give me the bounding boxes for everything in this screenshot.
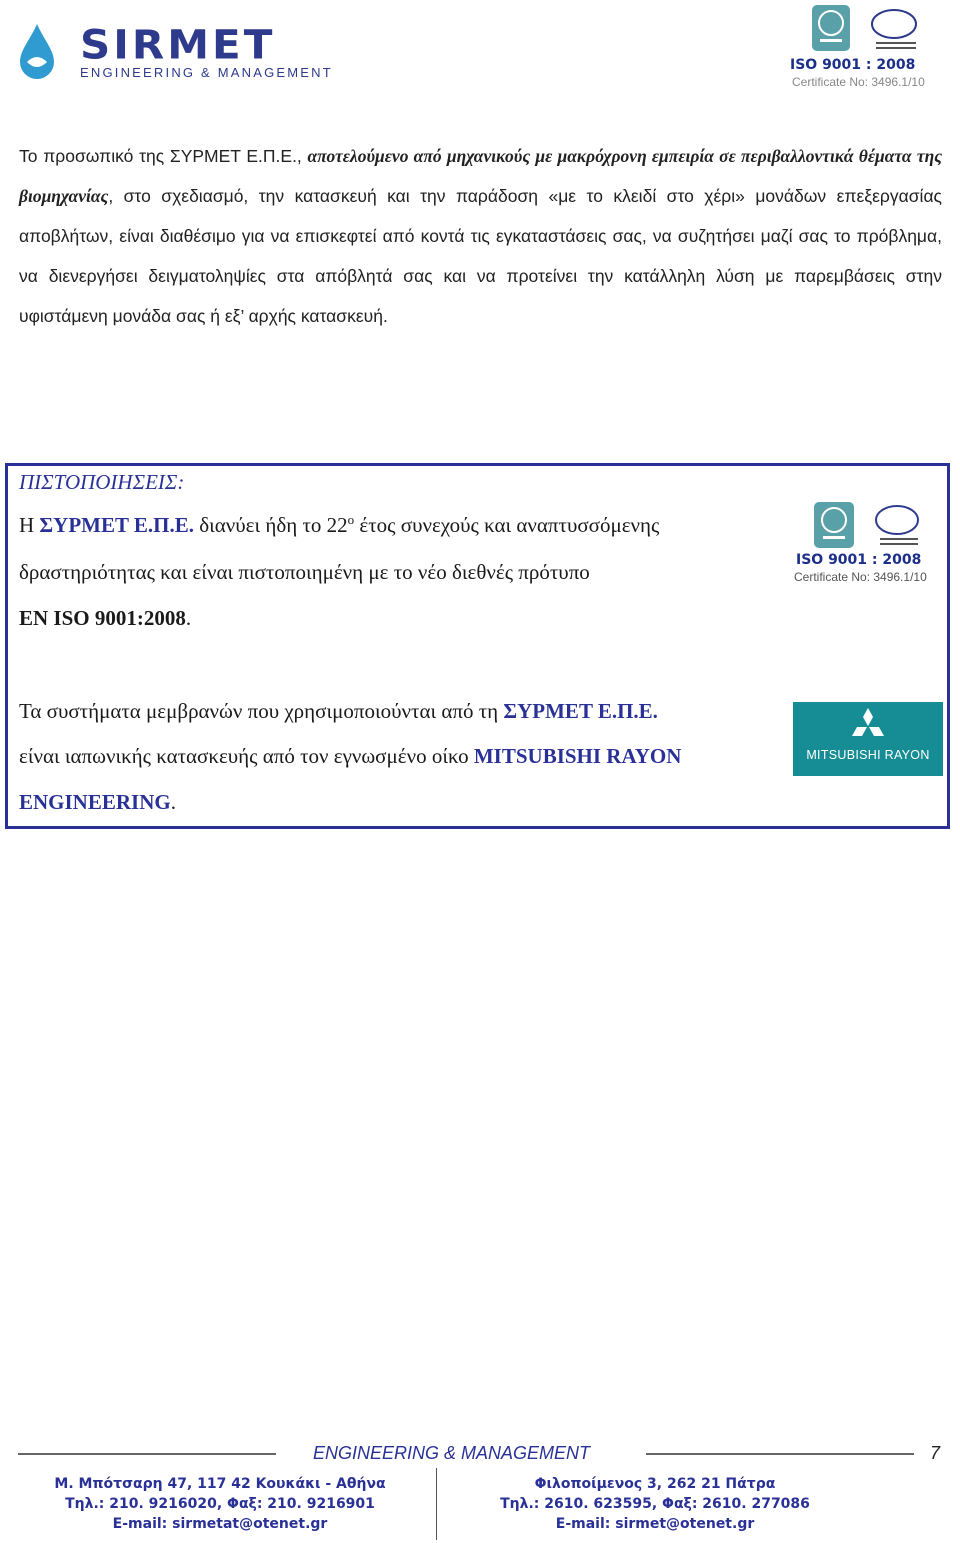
footer-divider: [436, 1468, 437, 1540]
membranes-text: είναι ιαπωνικής κατασκευής από τον εγνωσμένο οίκο: [19, 744, 474, 768]
company-logo: [18, 20, 338, 84]
mitsubishi-rayon-logo: [793, 702, 943, 776]
eqa-logo-icon: [812, 5, 850, 51]
iso-label: ISO 9001 : 2008: [790, 57, 916, 73]
intro-text-start: Το προσωπικό της ΣΥΡΜΕΤ Ε.Π.Ε.,: [19, 146, 308, 166]
cert-line-1: [19, 512, 659, 538]
company-name: ΣΥΡΜΕΤ Ε.Π.Ε.: [39, 513, 194, 537]
footer-athens-office: [30, 1474, 410, 1534]
water-drop-icon: [18, 22, 56, 80]
maker-name-cont: ENGINEERING: [19, 790, 171, 814]
iso-label: ISO 9001 : 2008: [796, 552, 922, 568]
eqa-logo-icon: [814, 502, 854, 548]
patras-address: Φιλοποίμενος 3, 262 21 Πάτρα: [534, 1476, 776, 1492]
athens-phone: Τηλ.: 210. 9216020, Φαξ: 210. 9216901: [65, 1496, 375, 1512]
membranes-end: .: [170, 790, 176, 814]
certificate-number: Certificate No: 3496.1/10: [792, 75, 925, 89]
intro-paragraph: [19, 136, 942, 336]
three-diamonds-icon: [793, 702, 943, 748]
athens-address: Μ. Μπότσαρη 47, 117 42 Κουκάκι - Αθήνα: [54, 1476, 386, 1492]
intro-emphasis: αποτελούμενο από μηχανικούς με μακρόχρονη εμπειρία σε περιβαλλοντικά θέματα της βιομηχανίας: [19, 146, 942, 206]
membranes-prefix: Τα συστήματα μεμβρανών που χρησιμοποιούνται από τη: [19, 699, 504, 723]
mitsubishi-logo-text: MITSUBISHI RAYON: [806, 748, 930, 762]
esyd-logo-icon: [868, 6, 924, 52]
cert-line-2: δραστηριότητας και είναι πιστοποιημένη με το νέο διεθνές πρότυπο: [19, 560, 590, 584]
footer-patras-office: [465, 1474, 845, 1534]
athens-email[interactable]: E-mail: sirmetat@otenet.gr: [112, 1516, 328, 1532]
header-certification: [790, 2, 950, 94]
ordinal-superscript: ο: [347, 512, 355, 527]
membranes-line-1: [19, 699, 658, 724]
footer-title: ENGINEERING & MANAGEMENT: [313, 1443, 591, 1463]
footer-rule-left: [18, 1453, 276, 1455]
membranes-line-3: [19, 790, 176, 815]
cert-line-1-prefix: Η: [19, 513, 40, 537]
esyd-logo-icon: [872, 502, 926, 548]
cert-line-1-suffix: έτος συνεχούς και αναπτυσσόμενης: [354, 513, 660, 537]
iso-standard: EN ISO 9001:2008: [19, 606, 186, 630]
company-name: ΣΥΡΜΕΤ Ε.Π.Ε.: [503, 699, 658, 723]
certification-logo: [792, 500, 944, 588]
cert-line-3-end: .: [185, 606, 192, 630]
cert-line-3: [19, 606, 191, 631]
patras-phone: Τηλ.: 2610. 623595, Φαξ: 2610. 277086: [500, 1496, 810, 1512]
logo-name: SIRMET: [80, 21, 276, 68]
footer-rule-right: [646, 1453, 914, 1455]
cert-line-1-text: διανύει ήδη το 22: [193, 513, 348, 537]
membranes-line-2: [19, 744, 681, 769]
certifications-heading: ΠΙΣΤΟΠΟΙΗΣΕΙΣ:: [19, 470, 185, 494]
page-number: 7: [930, 1443, 941, 1463]
patras-email[interactable]: E-mail: sirmet@otenet.gr: [555, 1516, 755, 1532]
logo-subtitle: ENGINEERING & MANAGEMENT: [80, 65, 333, 80]
maker-name: MITSUBISHI RAYON: [473, 744, 682, 768]
certificate-number: Certificate No: 3496.1/10: [794, 570, 927, 584]
intro-text-end: , στο σχεδιασμό, την κατασκευή και την παράδοση «με το κλειδί στο χέρι» μονάδων επεξεργασίας αποβλήτων, είναι διαθέσιμο για να επισκεφτεί από κοντά τις εγκαταστάσεις σας, να συζητήσει μαζί σας το πρόβλημα, να διενεργήσει δειγματοληψίες στα απόβλητά σας και να προτείνει την κατάλληλη λύση με παρεμβάσεις στην υφιστάμενη μονάδα σας ή εξ’ αρχής κατασκευή.: [19, 186, 942, 326]
